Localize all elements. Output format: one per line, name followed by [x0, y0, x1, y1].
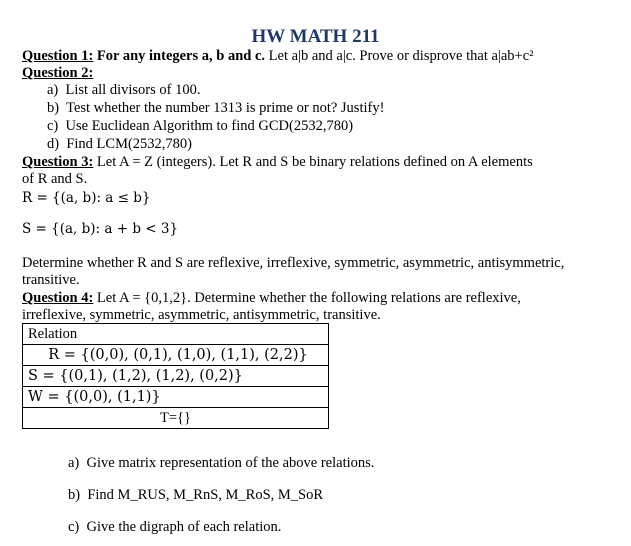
table-row	[23, 408, 329, 429]
question-4-line2: irreflexive, symmetric, asymmetric, antisymmetric, transitive.	[22, 307, 381, 323]
item-text: Find LCM(2532,780)	[66, 136, 193, 152]
item-letter: a)	[47, 82, 59, 98]
question-1	[22, 48, 533, 65]
table-row	[23, 387, 329, 408]
relations-table	[22, 323, 329, 429]
question-2-item-b	[47, 100, 384, 117]
question-3-determine-line1: Determine whether R and S are reflexive, irreflexive, symmetric, asymmetric, antisymmetric,	[22, 255, 565, 271]
question-3-determine-line2: transitive.	[22, 272, 80, 288]
question-3-label: Question 3:	[22, 154, 94, 170]
question-4	[22, 290, 521, 307]
question-4-task-c	[68, 519, 281, 536]
question-1-bold-text: For any integers a, b and c.	[96, 48, 266, 64]
table-cell-relation-r: R = {(0,0), (0,1), (1,0), (1,1), (2,2)}	[23, 345, 329, 366]
task-letter: c)	[68, 519, 80, 535]
question-3	[22, 154, 533, 171]
question-4-task-a	[68, 455, 374, 472]
table-cell-relation-t: T={}	[23, 408, 329, 429]
item-letter: b)	[47, 100, 60, 116]
question-1-text: Let a|b and a|c. Prove or disprove that a|ab+c²	[268, 48, 534, 64]
item-text: Test whether the number 1313 is prime or not? Justify!	[66, 100, 385, 116]
table-row	[23, 324, 329, 345]
question-2-item-a	[47, 82, 200, 99]
question-1-label: Question 1:	[22, 48, 94, 64]
question-2-item-d	[47, 136, 192, 153]
table-row	[23, 366, 329, 387]
question-4-label: Question 4:	[22, 290, 94, 306]
item-letter: d)	[47, 136, 60, 152]
item-text: Use Euclidean Algorithm to find GCD(2532,780)	[65, 118, 354, 134]
question-2-label: Question 2:	[22, 65, 94, 81]
question-3-line2: of R and S.	[22, 171, 88, 187]
table-header: Relation	[23, 324, 329, 345]
relation-s-definition: S = {(a, b): a + b < 3}	[22, 221, 179, 237]
relation-r-definition: R = {(a, b): a ≤ b}	[22, 190, 151, 206]
task-text: Find M_RUS, M_RnS, M_RoS, M_SoR	[87, 487, 324, 503]
item-text: List all divisors of 100.	[65, 82, 201, 98]
table-cell-relation-s: S = {(0,1), (1,2), (1,2), (0,2)}	[23, 366, 329, 387]
task-text: Give the digraph of each relation.	[86, 519, 282, 535]
task-text: Give matrix representation of the above relations.	[86, 455, 375, 471]
table-cell-relation-w: W = {(0,0), (1,1)}	[23, 387, 329, 408]
task-letter: b)	[68, 487, 81, 503]
question-2-item-c	[47, 118, 353, 135]
question-3-line1: Let A = Z (integers). Let R and S be binary relations defined on A elements	[96, 154, 533, 170]
task-letter: a)	[68, 455, 80, 471]
table-row	[23, 345, 329, 366]
question-4-task-b	[68, 487, 323, 504]
question-4-line1: Let A = {0,1,2}. Determine whether the following relations are reflexive,	[96, 290, 521, 306]
item-letter: c)	[47, 118, 59, 134]
page-title: HW MATH 211	[251, 26, 380, 47]
